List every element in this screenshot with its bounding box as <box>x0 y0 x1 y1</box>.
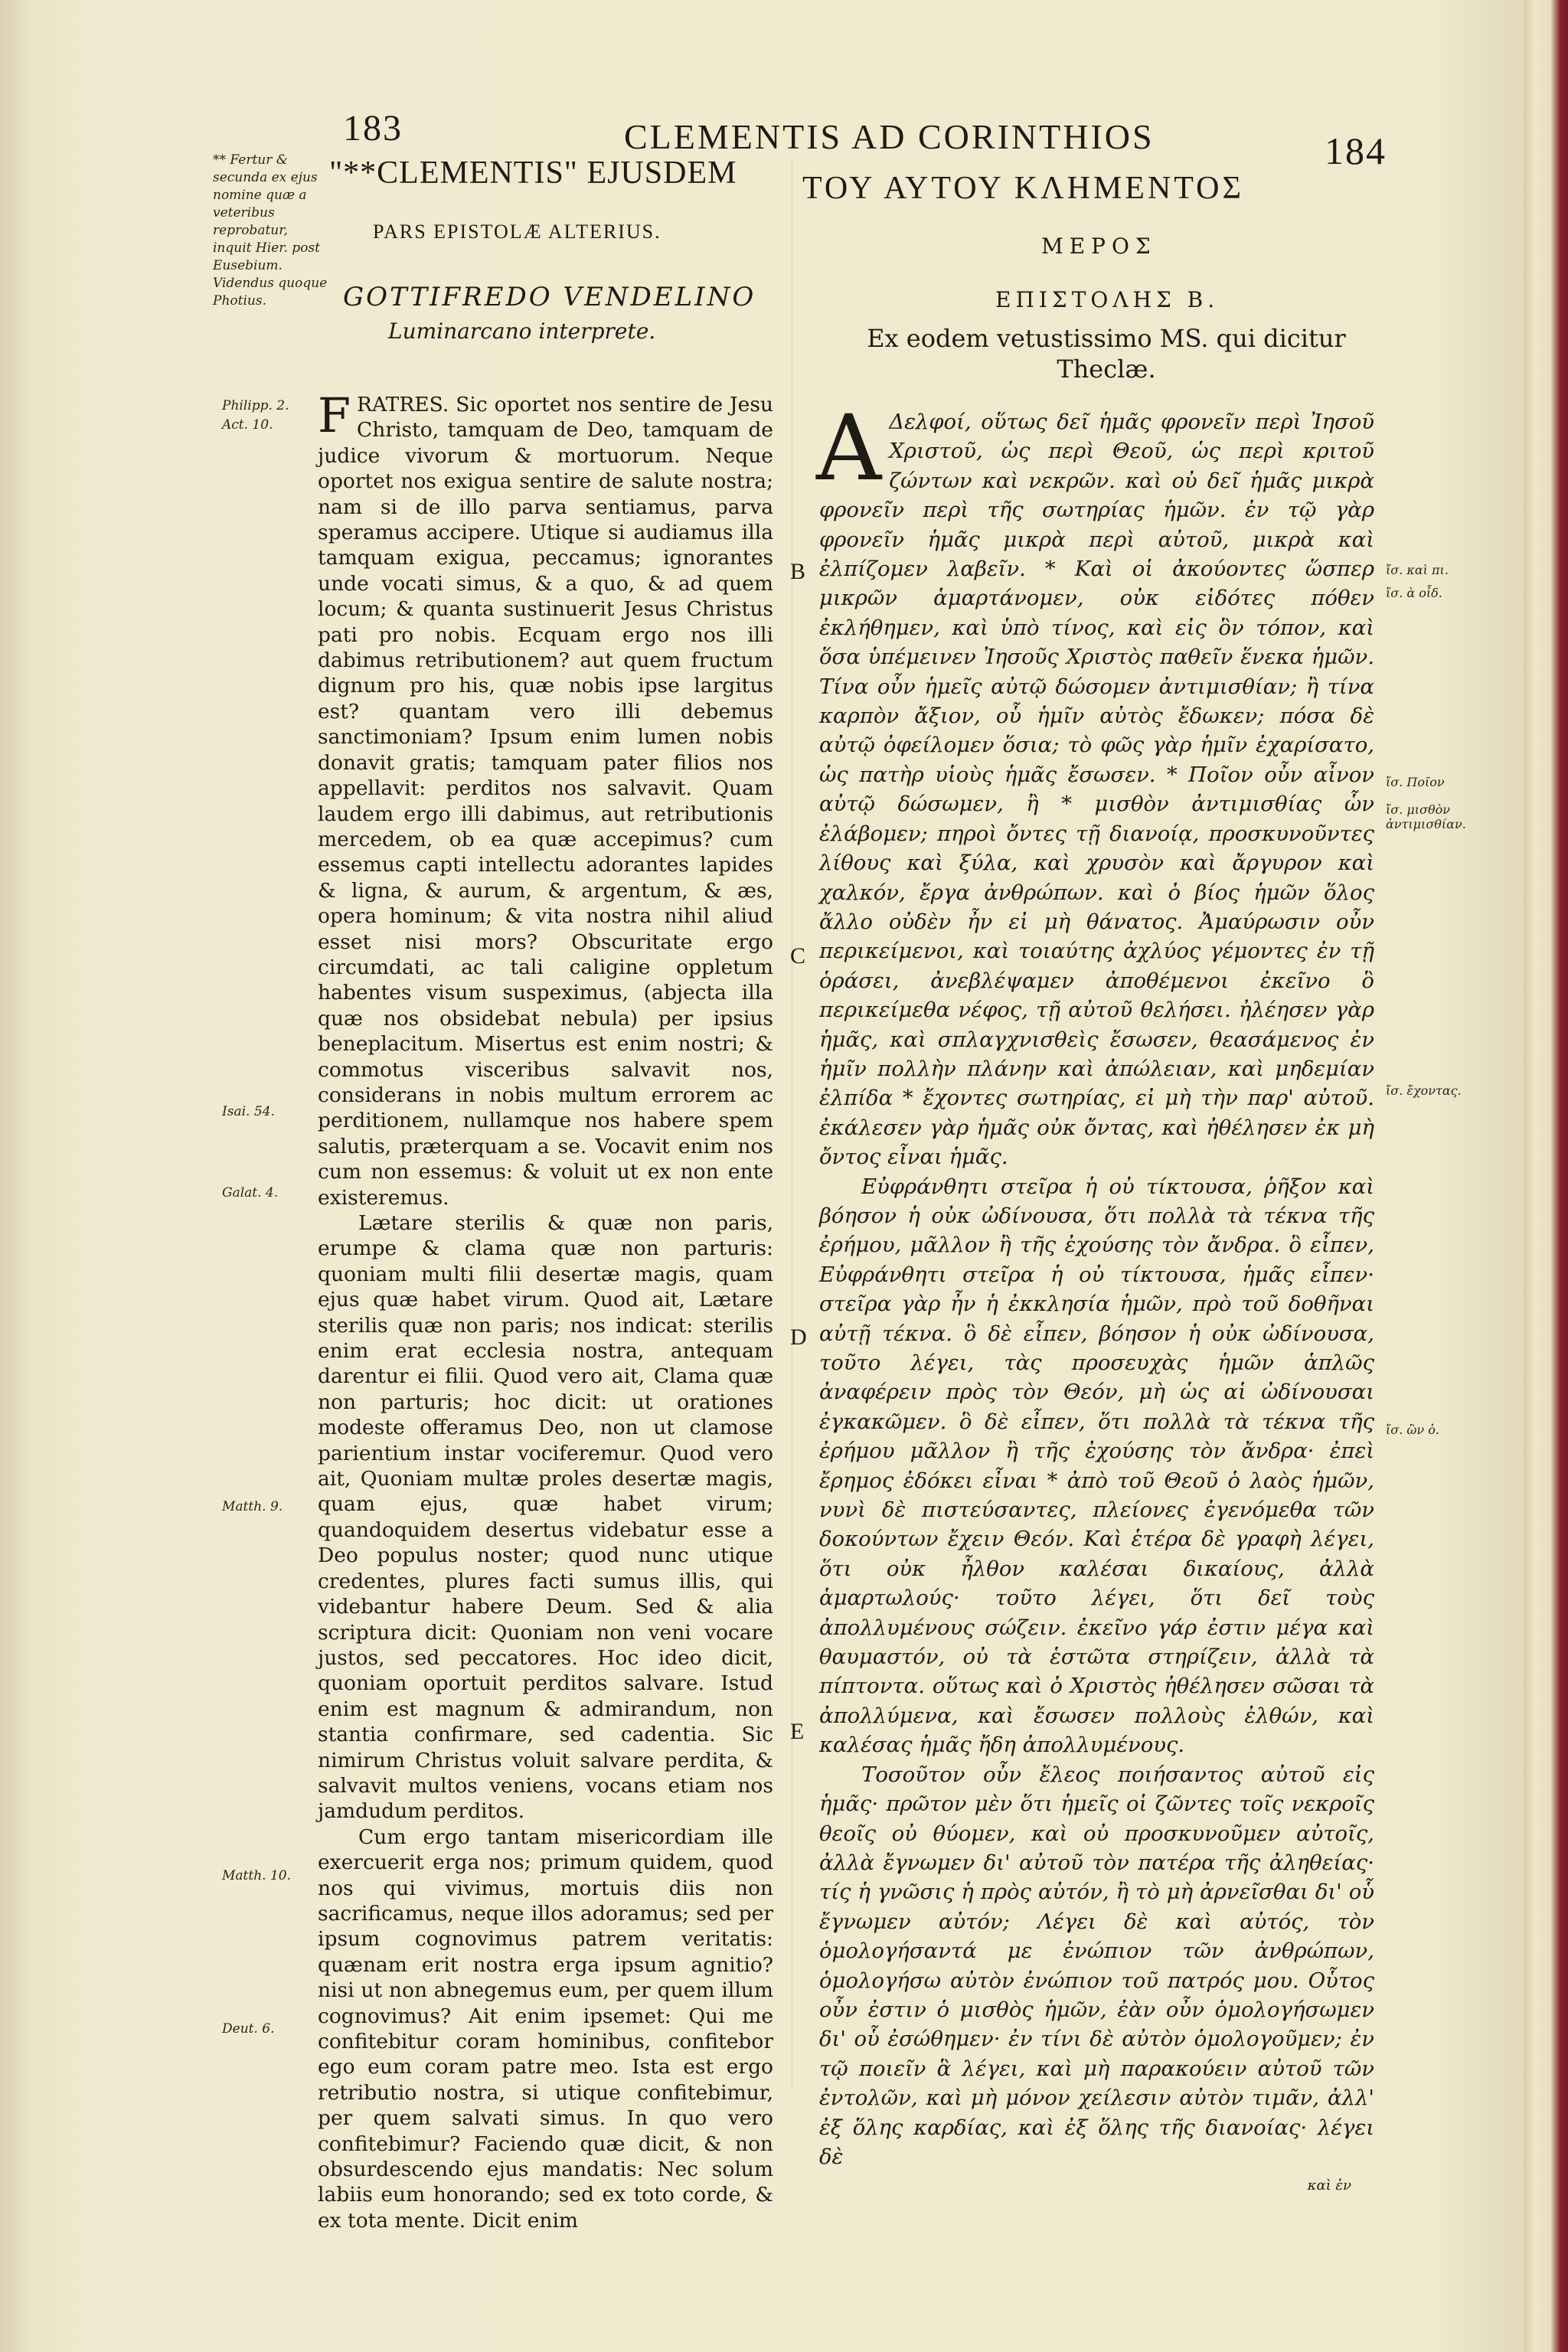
latin-paragraph-text: Lætare sterilis & quæ non paris, erumpe & clama quæ non parturis: quoniam multi filii desertæ magis, quam ejus quæ habet virum. Quod ait, Lætare sterilis quæ non paris; nos indicat: sterilis enim erat ecclesia nostra, antequam darentur ei filii. Quod vero ait, Clama quæ non parturis; hoc dicit: ut orationes modeste offeramus Deo, non ut clamose parientium instar vociferemur. Quod vero ait, Quoniam multæ proles desertæ magis, quam ejus, quæ habet virum; quandoquidem desertus videbatur esse a Deo populus noster; quod nunc utique credentes, plures facti sumus illis, qui videbantur habere Deum. Sed & alia scriptura dicit: Quoniam non veni vocare justos, sed peccatores. Hoc ideo dicit, quoniam oportuit perditos salvare. Istud enim est magnum & admirandum, non stantia confirmare, sed cadentia. Sic nimirum Christus voluit salvare perdita, & salvavit multos veniens, vocans etiam nos jamdudum perditos. <box>318 1211 773 1824</box>
greek-margin-note: ἴσ. ἔχοντας. <box>1386 1083 1462 1098</box>
greek-source-note: Ex eodem vetustissimo MS. qui dicitur Theclæ. <box>867 324 1346 384</box>
book-edge <box>1524 0 1568 2352</box>
greek-margin-note: ἴσ. καὶ πι. <box>1386 563 1449 577</box>
greek-margin-note: ἴσ. ὢν ὁ. <box>1386 1423 1439 1437</box>
page-number-left: 183 <box>343 108 403 149</box>
greek-subtitle-2: ΕΠΙΣΤΟΛΗΣ Β. <box>995 287 1220 312</box>
section-letter: B <box>790 559 806 584</box>
greek-subtitle-1: ΜΕΡΟΣ <box>1041 234 1157 259</box>
latin-paragraph-2 <box>318 1210 773 1824</box>
page-number-right: 184 <box>1325 129 1387 172</box>
greek-paragraph-2 <box>819 1172 1374 1760</box>
margin-reference: Galat. 4. <box>222 1185 279 1200</box>
greek-margin-note: ἴσ. Ποῖον <box>1386 775 1445 789</box>
catchword: καὶ ἐν <box>1307 2177 1351 2194</box>
margin-reference: Philipp. 2. <box>222 398 289 413</box>
greek-paragraph-3 <box>819 1760 1374 2172</box>
latin-paragraph-1 <box>318 387 773 1210</box>
latin-dropcap: F <box>318 387 351 443</box>
margin-reference: Deut. 6. <box>222 2021 275 2037</box>
latin-subtitle: PARS EPISTOLÆ ALTERIUS. <box>373 220 662 243</box>
margin-reference: Act. 10. <box>222 417 273 433</box>
margin-reference: Matth. 10. <box>222 1868 291 1883</box>
interpreter-name: GOTTIFREDO VENDELINO <box>343 282 756 312</box>
previous-leaf-edge <box>0 0 31 2352</box>
margin-reference: Isai. 54. <box>222 1104 275 1119</box>
latin-paragraph-3 <box>318 1824 773 2234</box>
greek-margin-note: ἴσ. μισθὸν ἀντιμισθίαν. <box>1386 802 1466 831</box>
section-letter: D <box>790 1325 807 1350</box>
greek-paragraph-text: Τοσοῦτον οὖν ἔλεος ποιήσαντος αὐτοῦ εἰς ἡμᾶς· πρῶτον μὲν ὅτι ἡμεῖς οἱ ζῶντες τοῖς νεκροῖς θεοῖς οὐ θύομεν, καὶ οὐ προσκυνοῦμεν αὐτοῖς, ἀλλὰ ἔγνωμεν δι' αὐτοῦ τὸν πατέρα τῆς ἀληθείας· τίς ἡ γνῶσις ἡ πρὸς αὐτόν, ἢ τὸ μὴ ἀρνεῖσθαι δι' οὗ ἔγνωμεν αὐτόν; Λέγει δὲ καὶ αὐτός, τὸν ὁμολογήσαντά με ἐνώπιον τῶν ἀνθρώπων, ὁμολογήσω αὐτὸν ἐνώπιον τοῦ πατρός μου. Οὗτος οὖν ἐστιν ὁ μισθὸς ἡμῶν, ἐὰν οὖν ὁμολογήσωμεν δι' οὗ ἐσώθημεν· ἐν τίνι δὲ αὐτὸν ὁμολογοῦμεν; ἐν τῷ ποιεῖν ἃ λέγει, καὶ μὴ παρακούειν αὐτοῦ τῶν ἐντολῶν, καὶ μὴ μόνον χείλεσιν αὐτὸν τιμᾶν, ἀλλ' ἐξ ὅλης καρδίας, καὶ ἐξ ὅλης τῆς διανοίας· λέγει δὲ <box>819 1762 1374 2169</box>
running-title: CLEMENTIS AD CORINTHIOS <box>624 117 1155 156</box>
greek-title: ΤΟΥ ΑΥΤΟΥ ΚΛΗΜΕΝΤΟΣ <box>802 171 1244 206</box>
latin-paragraph-text: Cum ergo tantam misericordiam ille exercuerit erga nos; primum quidem, quod nos qui vivimus, mortuis diis non sacrificamus, neque illos adoramus; sed per ipsum cognovimus patrem veritatis: quænam erit nostra erga ipsum agnitio? nisi ut non abnegemus eum, per quem illum cognovimus? Ait enim ipsemet: Qui me confitebitur coram hominibus, confitebor ego eum coram patre meo. Ista est ergo retributio nostra, si utique confitebimur, per quem salvati simus. In quo vero confitebimur? Faciendo quæ dicit, & non obsurdescendo ejus mandatis: Nec solum labiis eum honorando; sed ex toto corde, & ex tota mente. Dicit enim <box>318 1824 773 2233</box>
greek-paragraph-text: Δελφοί, οὕτως δεῖ ἡμᾶς φρονεῖν περὶ Ἰησοῦ Χριστοῦ, ὡς περὶ Θεοῦ, ὡς περὶ κριτοῦ ζώντων καὶ νεκρῶν. καὶ οὐ δεῖ ἡμᾶς μικρὰ φρονεῖν περὶ τῆς σωτηρίας ἡμῶν. ἐν τῷ γὰρ φρονεῖν ἡμᾶς μικρὰ περὶ αὐτοῦ, μικρὰ καὶ ἐλπίζομεν λαβεῖν. * Καὶ οἱ ἀκούοντες ὥσπερ μικρῶν ἁμαρτάνομεν, οὐκ εἰδότες πόθεν ἐκλήθημεν, καὶ ὑπὸ τίνος, καὶ εἰς ὃν τόπον, καὶ ὅσα ὑπέμεινεν Ἰησοῦς Χριστὸς παθεῖν ἕνεκα ἡμῶν. Τίνα οὖν ἡμεῖς αὐτῷ δώσομεν ἀντιμισθίαν; ἢ τίνα καρπὸν ἄξιον, οὗ ἡμῖν αὐτὸς ἔδωκεν; πόσα δὲ αὐτῷ ὀφείλομεν ὅσια; τὸ φῶς γὰρ ἡμῖν ἐχαρίσατο, ὡς πατὴρ υἱοὺς ἡμᾶς ἔσωσεν. * Ποῖον οὖν αἶνον αὐτῷ δώσωμεν, ἢ * μισθὸν ἀντιμισθίας ὧν ἐλάβομεν; πηροὶ ὄντες τῇ διανοίᾳ, προσκυνοῦντες λίθους καὶ ξύλα, καὶ χρυσὸν καὶ ἄργυρον καὶ χαλκόν, ἔργα ἀνθρώπων. καὶ ὁ βίος ἡμῶν ὅλος ἄλλο οὐδὲν ἦν εἰ μὴ θάνατος. Ἀμαύρωσιν οὖν περικείμενοι, καὶ τοιαύτης ἀχλύος γέμοντες ἐν τῇ ὁράσει, ἀνεβλέψαμεν ἀποθέμενοι ἐκεῖνο ὃ περικείμεθα νέφος, τῇ αὐτοῦ θελήσει. ἠλέησεν γὰρ ἡμᾶς, καὶ σπλαγχνισθεὶς ἔσωσεν, θεασάμενος ἐν ἡμῖν πολλὴν πλάνην καὶ ἀπώλειαν, καὶ μηδεμίαν ἐλπίδα * ἔχοντες σωτηρίας, εἰ μὴ τὴν παρ' αὐτοῦ. ἐκάλεσεν γὰρ ἡμᾶς οὐκ ὄντας, καὶ ἠθέλησεν ἐκ μὴ ὄντος εἶναι ἡμᾶς. <box>819 410 1374 1170</box>
greek-paragraph-text: Εὐφράνθητι στεῖρα ἡ οὐ τίκτουσα, ῥῆξον καὶ βόησον ἡ οὐκ ὠδίνουσα, ὅτι πολλὰ τὰ τέκνα τῆς ἐρήμου, μᾶλλον ἢ τῆς ἐχούσης τὸν ἄνδρα. ὃ εἶπεν, Εὐφράνθητι στεῖρα ἡ οὐ τίκτουσα, ἡμᾶς εἶπεν· στεῖρα γὰρ ἦν ἡ ἐκκλησία ἡμῶν, πρὸ τοῦ δοθῆναι αὐτῇ τέκνα. ὃ δὲ εἶπεν, βόησον ἡ οὐκ ὠδίνουσα, τοῦτο λέγει, τὰς προσευχὰς ἡμῶν ἁπλῶς ἀναφέρειν πρὸς τὸν Θεόν, μὴ ὡς αἱ ὠδίνουσαι ἐγκακῶμεν. ὃ δὲ εἶπεν, ὅτι πολλὰ τὰ τέκνα τῆς ἐρήμου μᾶλλον ἢ τῆς ἐχούσης τὸν ἄνδρα· ἐπεὶ ἔρημος ἐδόκει εἶναι * ἀπὸ τοῦ Θεοῦ ὁ λαὸς ἡμῶν, νυνὶ δὲ πιστεύσαντες, πλείονες ἐγενόμεθα τῶν δοκούντων ἔχειν Θεόν. Καὶ ἑτέρα δὲ γραφὴ λέγει, ὅτι οὐκ ἦλθον καλέσαι δικαίους, ἀλλὰ ἁμαρτωλούς· τοῦτο λέγει, ὅτι δεῖ τοὺς ἀπολλυμένους σώζειν. ἐκεῖνο γάρ ἐστιν μέγα καὶ θαυμαστόν, οὐ τὰ ἑστῶτα στηρίζειν, ἀλλὰ τὰ πίπτοντα. οὕτως καὶ ὁ Χριστὸς ἠθέλησεν σῶσαι τὰ ἀπολλύμενα, καὶ ἔσωσεν πολλοὺς ἐλθών, καὶ καλέσας ἡμᾶς ἤδη ἀπολλυμένους. <box>819 1174 1374 1758</box>
greek-dropcap: Α <box>816 395 882 501</box>
section-letter: E <box>790 1719 805 1744</box>
greek-column <box>816 395 1374 2201</box>
greek-paragraph-1 <box>816 395 1374 1172</box>
interpreter-role: Luminarcano interprete. <box>388 318 656 344</box>
latin-title: "**CLEMENTIS" EJUSDEM <box>329 155 737 191</box>
latin-paragraph-text: RATRES. Sic oportet nos sentire de Jesu Christo, tamquam de Deo, tamquam de judice vivorum & mortuorum. Neque oportet nos exigua sentire de salute nostra; nam si de illo parva sentiamus, parva speramus accipere. Utique si audiamus illa tamquam exigua, peccamus; ignorantes unde vocati simus, & a quo, & ad quem locum; & quanta sustinuerit Jesus Christus pati pro nobis. Ecquam ergo nos illi dabimus retributionem? aut quem fructum dignum pro his, quæ nobis ipse largitus est? quantam vero illi debemus sanctimoniam? Ipsum enim lumen nobis donavit gratis; tamquam pater filios nos appellavit: perditos nos salvavit. Quam laudem ergo illi dabimus, aut retributionis mercedem, ob ea quæ accepimus? cum essemus capti intellectu adorantes lapides & ligna, & aurum, & argentum, & æs, opera hominum; & vita nostra nihil aliud esset nisi mors? Obscuritate ergo circumdati, ac tali caligine oppletum habentes visum suspeximus, (abjecta illa quæ nos obsidebat nebula) per ipsius beneplacitum. Misertus est enim nostri; & commotus visceribus salvavit nos, considerans in nobis multum errorem ac perditionem, nullamque nos habere spem salutis, præterquam a se. Vocavit enim nos cum non essemus: & voluit ut ex non ente existeremus. <box>318 393 773 1210</box>
margin-reference: Matth. 9. <box>222 1499 283 1514</box>
greek-margin-note: ἴσ. ὰ οἶδ. <box>1386 586 1442 600</box>
section-letter: C <box>790 943 806 969</box>
top-side-note: ** Fertur & secunda ex ejus nomine quæ a veteribus reprobatur, inquit Hier. post Eusebium. Videndus quoque Photius. <box>213 152 328 309</box>
latin-column <box>318 387 773 2233</box>
